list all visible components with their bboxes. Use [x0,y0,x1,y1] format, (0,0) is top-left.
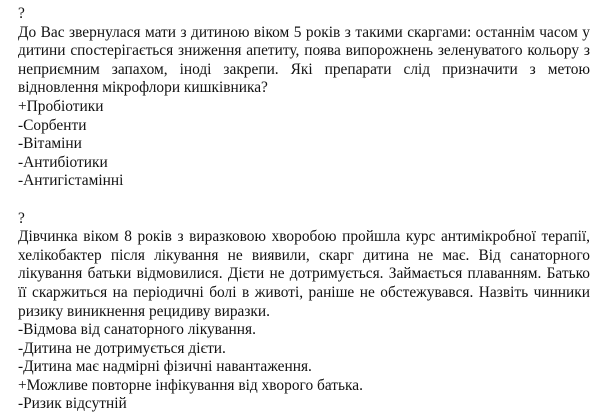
question-2 [18,210,590,414]
answer-option-correct: +Можливе повторне інфікування від хворого батька. [18,376,363,394]
answer-option: -Відмова від санаторного лікування. [18,321,256,339]
answer-option: -Антибіотики [18,153,108,171]
spacer [18,191,590,210]
answer-options [18,321,590,414]
answer-option: -Антигістамінні [18,172,124,190]
answer-option: -Дитина має надмірні фізичні навантаження. [18,358,312,376]
answer-option: -Ризик відсутній [18,395,127,413]
question-marker: ? [18,209,25,227]
answer-option-correct: +Пробіотики [18,97,104,115]
answer-option: -Дитина не дотримується дієти. [18,339,226,357]
answer-option: -Сорбенти [18,116,87,134]
question-marker: ? [18,5,25,22]
question-stem: До Вас звернулася мати з дитиною віком 5 років з такими скаргами: останнім часом у дитини спостерігається зниження апетиту, поява випорожнень зеленуватого кольору з неприємним запахом, іноді закрепи. Які препарати слід призначити з метою відновлення мікрофлори кишківника? [18,23,590,97]
question-stem: Дівчинка віком 8 років з виразковою хворобою пройшла курс антимікробної терапії, хелікобактер після лікування не виявили, скарг дитина не має. Від санаторного лікування батьки відмовилися. Дієти не дотримується. Займається плаванням. Батько її скаржиться на періодичні болі в животі, раніше не обстежувався. Назвіть чинники ризику виникнення рецидиву виразки. [18,228,590,320]
question-1 [18,5,590,191]
document-page [18,5,590,414]
answer-option: -Вітаміни [18,135,82,153]
answer-options [18,98,590,191]
